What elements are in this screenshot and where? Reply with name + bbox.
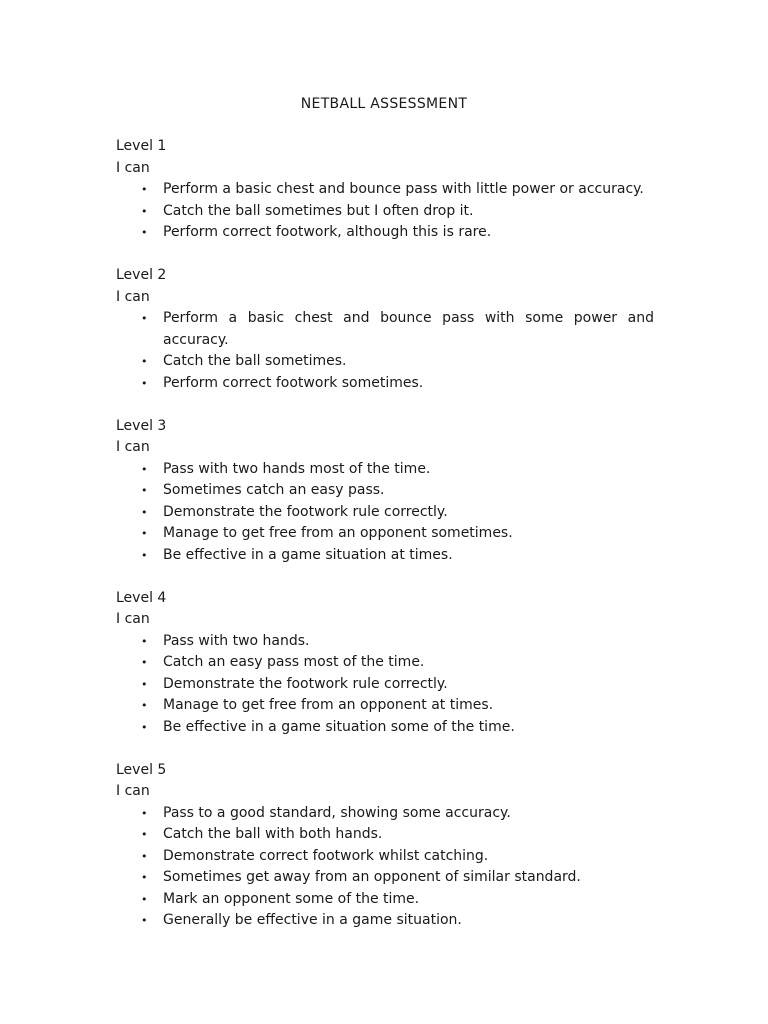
level-3-list (116, 459, 654, 567)
list-item (116, 674, 654, 696)
bullet-icon: • (141, 656, 148, 669)
level-4-list (116, 631, 654, 739)
list-item-text: Be effective in a game situation at times. (163, 546, 453, 563)
list-item-text: Pass with two hands. (163, 632, 310, 649)
list-item-text: Catch the ball sometimes. (163, 353, 347, 369)
list-item (116, 910, 654, 932)
bullet-icon: • (141, 720, 148, 734)
bullet-icon: • (141, 527, 148, 540)
bullet-icon: • (141, 484, 148, 497)
list-item-text: Demonstrate the footwork rule correctly. (163, 503, 448, 520)
list-item (116, 652, 654, 674)
bullet-icon: • (141, 355, 148, 368)
bullet-icon: • (141, 376, 148, 390)
level-intro: I can (116, 288, 150, 305)
list-item (116, 351, 654, 373)
list-item-text: Perform correct footwork sometimes. (163, 374, 424, 391)
level-intro: I can (116, 783, 150, 799)
level-5-section (116, 760, 654, 932)
level-intro: I can (116, 159, 150, 176)
list-item (116, 179, 654, 201)
level-1-list (116, 179, 654, 244)
bullet-icon: • (141, 226, 148, 239)
level-1-section (116, 136, 654, 244)
list-item-text: Perform a basic chest and bounce pass with some power and accuracy. (163, 310, 654, 348)
list-item (116, 502, 654, 524)
list-item (116, 523, 654, 545)
list-item-text: Sometimes get away from an opponent of similar standard. (163, 869, 581, 885)
bullet-icon: • (141, 828, 148, 841)
list-item-text: Catch the ball with both hands. (163, 826, 383, 842)
list-item-text: Catch an easy pass most of the time. (163, 654, 425, 670)
bullet-icon: • (141, 634, 148, 648)
list-item-text: Perform a basic chest and bounce pass with little power or accuracy. (163, 181, 644, 197)
level-heading: Level 1 (116, 138, 167, 154)
list-item-text: Sometimes catch an easy pass. (163, 482, 385, 498)
list-item-text: Manage to get free from an opponent sometimes. (163, 525, 513, 541)
list-item (116, 889, 654, 911)
list-item (116, 717, 654, 739)
bullet-icon: • (141, 548, 148, 562)
list-item (116, 373, 654, 395)
level-heading: Level 2 (116, 267, 167, 283)
list-item-text: Catch the ball sometimes but I often drop it. (163, 202, 474, 219)
list-item (116, 631, 654, 653)
list-item (116, 545, 654, 567)
list-item (116, 824, 654, 846)
list-item-text: Demonstrate correct footwork whilst catching. (163, 847, 489, 864)
bullet-icon: • (141, 892, 148, 906)
document-title: NETBALL ASSESSMENT (300, 96, 468, 112)
bullet-icon: • (141, 183, 148, 196)
list-item (116, 803, 654, 825)
list-item (116, 201, 654, 223)
list-item-text: Demonstrate the footwork rule correctly. (163, 675, 448, 692)
list-item-text: Be effective in a game situation some of the time. (163, 718, 515, 735)
bullet-icon: • (141, 312, 148, 325)
list-item-text: Pass with two hands most of the time. (163, 460, 431, 477)
level-5-list (116, 803, 654, 932)
list-item (116, 222, 654, 244)
list-item (116, 867, 654, 889)
list-item (116, 846, 654, 868)
level-intro: I can (116, 439, 150, 455)
bullet-icon: • (141, 849, 148, 863)
list-item-text: Perform correct footwork, although this is rare. (163, 224, 492, 240)
level-4-section (116, 588, 654, 739)
level-2-section (116, 265, 654, 394)
level-intro: I can (116, 611, 150, 627)
bullet-icon: • (141, 699, 148, 712)
list-item (116, 459, 654, 481)
bullet-icon: • (141, 505, 148, 519)
list-item-text: Manage to get free from an opponent at times. (163, 697, 494, 713)
bullet-icon: • (141, 677, 148, 691)
list-item-text: Generally be effective in a game situation. (163, 912, 462, 928)
bullet-icon: • (141, 871, 148, 884)
level-heading: Level 3 (116, 417, 167, 434)
list-item (116, 695, 654, 717)
assessment-content (116, 136, 654, 953)
bullet-icon: • (141, 204, 148, 218)
list-item-text: Mark an opponent some of the time. (163, 890, 420, 907)
list-item-text: Pass to a good standard, showing some accuracy. (163, 804, 511, 821)
list-item (116, 480, 654, 502)
bullet-icon: • (141, 806, 148, 820)
bullet-icon: • (141, 462, 148, 476)
level-2-list (116, 308, 654, 394)
list-item (116, 308, 654, 351)
level-heading: Level 4 (116, 589, 167, 606)
level-heading: Level 5 (116, 761, 167, 778)
bullet-icon: • (141, 914, 148, 927)
level-3-section (116, 416, 654, 567)
